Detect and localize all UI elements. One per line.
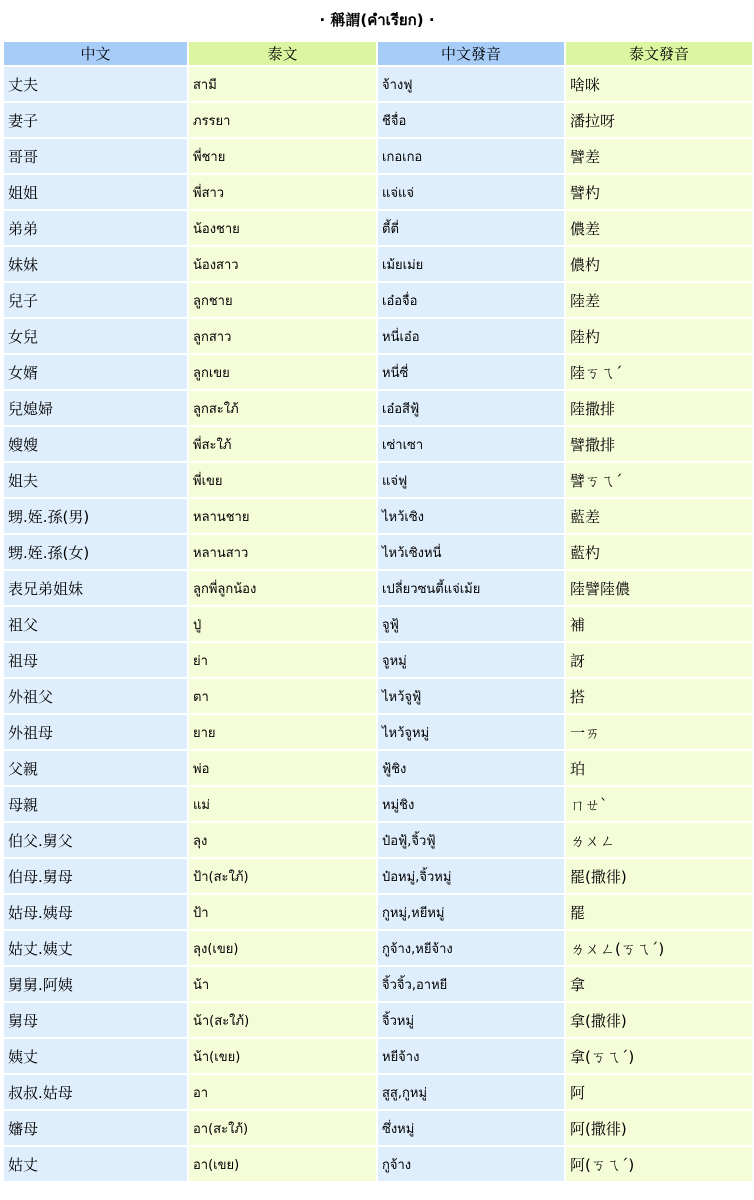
table-row	[4, 211, 752, 245]
header-thai: 泰文	[189, 42, 376, 65]
cell-thai: ภรรยา	[189, 103, 376, 137]
cell-thai: น้า(สะใภ้)	[189, 1003, 376, 1037]
header-chinese-pronunciation: 中文發音	[378, 42, 564, 65]
table-row	[4, 931, 752, 965]
cell-thai: ยาย	[189, 715, 376, 749]
cell-thai: ลูกสาว	[189, 319, 376, 353]
cell-thai-pronunciation: ㄌㄨㄥ(ㄎㄟˊ)	[566, 931, 752, 965]
cell-chinese-pronunciation: จูฟู้	[378, 607, 564, 641]
cell-chinese: 甥.姪.孫(女)	[4, 535, 187, 569]
page-title: · 稱謂(คำเรียก) ·	[319, 11, 435, 29]
table-row	[4, 247, 752, 281]
table-row	[4, 1039, 752, 1073]
cell-thai-pronunciation: 譬差	[566, 139, 752, 173]
table-row	[4, 535, 752, 569]
cell-chinese: 舅母	[4, 1003, 187, 1037]
cell-chinese-pronunciation: เซ่าเซา	[378, 427, 564, 461]
cell-thai: อา(เขย)	[189, 1147, 376, 1181]
table-row	[4, 1147, 752, 1181]
cell-chinese: 姑丈	[4, 1147, 187, 1181]
cell-thai-pronunciation: ㄌㄨㄥ	[566, 823, 752, 857]
cell-thai-pronunciation: 阿(撒徘)	[566, 1111, 752, 1145]
table-row	[4, 391, 752, 425]
cell-chinese-pronunciation: ฟู้ชิง	[378, 751, 564, 785]
cell-chinese-pronunciation: ชีจื่อ	[378, 103, 564, 137]
cell-chinese: 母親	[4, 787, 187, 821]
cell-thai-pronunciation: 訝	[566, 643, 752, 677]
cell-chinese: 女兒	[4, 319, 187, 353]
table-row	[4, 571, 752, 605]
table-row	[4, 1111, 752, 1145]
table-row	[4, 1075, 752, 1109]
table-row	[4, 355, 752, 389]
cell-chinese-pronunciation: เกอเกอ	[378, 139, 564, 173]
cell-thai-pronunciation: 拿	[566, 967, 752, 1001]
cell-thai: ลุง(เขย)	[189, 931, 376, 965]
table-row	[4, 679, 752, 713]
cell-chinese: 父親	[4, 751, 187, 785]
cell-chinese-pronunciation: ป๋อหมู่,จิ้วหมู่	[378, 859, 564, 893]
table-row	[4, 139, 752, 173]
cell-thai-pronunciation: 譬撒排	[566, 427, 752, 461]
table-row	[4, 787, 752, 821]
cell-chinese: 嬸母	[4, 1111, 187, 1145]
cell-chinese-pronunciation: หยีจ้าง	[378, 1039, 564, 1073]
table-row	[4, 643, 752, 677]
cell-thai: ตา	[189, 679, 376, 713]
cell-thai: ลูกชาย	[189, 283, 376, 317]
table-row	[4, 319, 752, 353]
cell-chinese-pronunciation: เปลี่ยวซนตี้แจ่เม้ย	[378, 571, 564, 605]
cell-thai-pronunciation: 儂杓	[566, 247, 752, 281]
table-header-row	[4, 42, 752, 65]
cell-thai: สามี	[189, 67, 376, 101]
cell-thai-pronunciation: 陸譬陸儂	[566, 571, 752, 605]
cell-thai: หลานชาย	[189, 499, 376, 533]
cell-chinese-pronunciation: แจ่ฟู	[378, 463, 564, 497]
cell-thai: หลานสาว	[189, 535, 376, 569]
cell-chinese-pronunciation: แจ่แจ่	[378, 175, 564, 209]
cell-chinese: 兒子	[4, 283, 187, 317]
cell-thai-pronunciation: 珀	[566, 751, 752, 785]
cell-thai: น้องสาว	[189, 247, 376, 281]
cell-chinese-pronunciation: หมู่ชิง	[378, 787, 564, 821]
cell-thai-pronunciation: 藍杓	[566, 535, 752, 569]
cell-chinese-pronunciation: หนี่เอ๋อ	[378, 319, 564, 353]
table-row	[4, 715, 752, 749]
table-row	[4, 463, 752, 497]
table-row	[4, 67, 752, 101]
cell-thai: พี่ชาย	[189, 139, 376, 173]
cell-chinese-pronunciation: ซึ่งหมู่	[378, 1111, 564, 1145]
cell-thai: น้า	[189, 967, 376, 1001]
table-row	[4, 859, 752, 893]
cell-thai: น้องชาย	[189, 211, 376, 245]
cell-thai: ป้า(สะใภ้)	[189, 859, 376, 893]
cell-thai: ลูกพี่ลูกน้อง	[189, 571, 376, 605]
kinship-terms-table	[2, 40, 754, 1183]
cell-chinese: 丈夫	[4, 67, 187, 101]
cell-thai: ลูกเขย	[189, 355, 376, 389]
cell-thai-pronunciation: 拿(ㄎㄟˊ)	[566, 1039, 752, 1073]
cell-chinese: 姨丈	[4, 1039, 187, 1073]
cell-thai-pronunciation: 一ㄞ	[566, 715, 752, 749]
cell-chinese-pronunciation: ตี้ตี่	[378, 211, 564, 245]
cell-chinese: 姑丈.姨丈	[4, 931, 187, 965]
cell-thai: ปู่	[189, 607, 376, 641]
cell-thai: อา	[189, 1075, 376, 1109]
cell-thai: แม่	[189, 787, 376, 821]
cell-chinese-pronunciation: หนี่ซี่	[378, 355, 564, 389]
cell-thai-pronunciation: 補	[566, 607, 752, 641]
cell-thai-pronunciation: 儂差	[566, 211, 752, 245]
table-row	[4, 103, 752, 137]
cell-thai: น้า(เขย)	[189, 1039, 376, 1073]
header-chinese: 中文	[4, 42, 187, 65]
cell-chinese-pronunciation: เอ๋อจื่อ	[378, 283, 564, 317]
cell-thai: พ่อ	[189, 751, 376, 785]
cell-thai: ย่า	[189, 643, 376, 677]
cell-thai-pronunciation: 譬ㄎㄟˊ	[566, 463, 752, 497]
cell-thai-pronunciation: 譬杓	[566, 175, 752, 209]
cell-chinese: 祖父	[4, 607, 187, 641]
cell-chinese: 外祖父	[4, 679, 187, 713]
cell-thai-pronunciation: 陸差	[566, 283, 752, 317]
cell-chinese-pronunciation: กูจ้าง	[378, 1147, 564, 1181]
cell-chinese: 叔叔.姑母	[4, 1075, 187, 1109]
cell-chinese-pronunciation: จ้างฟู	[378, 67, 564, 101]
cell-chinese-pronunciation: ป๋อฟู้,จิ้วฟู้	[378, 823, 564, 857]
cell-chinese: 甥.姪.孫(男)	[4, 499, 187, 533]
cell-chinese-pronunciation: กูจ้าง,หยีจ้าง	[378, 931, 564, 965]
cell-chinese: 妻子	[4, 103, 187, 137]
table-row	[4, 967, 752, 1001]
cell-thai-pronunciation: 藍差	[566, 499, 752, 533]
cell-thai: พี่เขย	[189, 463, 376, 497]
cell-thai-pronunciation: 罷(撒徘)	[566, 859, 752, 893]
cell-chinese: 姐夫	[4, 463, 187, 497]
table-row	[4, 427, 752, 461]
cell-thai-pronunciation: 阿	[566, 1075, 752, 1109]
cell-thai: ลูกสะใภ้	[189, 391, 376, 425]
cell-chinese-pronunciation: เม้ยเม่ย	[378, 247, 564, 281]
table-row	[4, 283, 752, 317]
cell-thai: พี่สะใภ้	[189, 427, 376, 461]
table-row	[4, 1003, 752, 1037]
cell-thai: อา(สะใภ้)	[189, 1111, 376, 1145]
cell-chinese-pronunciation: จิ้วหมู่	[378, 1003, 564, 1037]
cell-chinese-pronunciation: ไหว้จูหมู่	[378, 715, 564, 749]
cell-chinese: 兒媳婦	[4, 391, 187, 425]
cell-thai-pronunciation: 搭	[566, 679, 752, 713]
cell-chinese: 外祖母	[4, 715, 187, 749]
cell-chinese-pronunciation: ไหว้เซิงหนี่	[378, 535, 564, 569]
cell-chinese-pronunciation: สูสู,กูหมู่	[378, 1075, 564, 1109]
cell-chinese-pronunciation: ไหว้เซิง	[378, 499, 564, 533]
cell-thai-pronunciation: 阿(ㄎㄟˊ)	[566, 1147, 752, 1181]
cell-chinese: 弟弟	[4, 211, 187, 245]
cell-chinese: 妹妹	[4, 247, 187, 281]
cell-chinese: 伯母.舅母	[4, 859, 187, 893]
cell-chinese: 姐姐	[4, 175, 187, 209]
cell-thai-pronunciation: 潘拉呀	[566, 103, 752, 137]
cell-thai-pronunciation: 拿(撒徘)	[566, 1003, 752, 1037]
header-thai-pronunciation: 泰文發音	[566, 42, 752, 65]
table-row	[4, 751, 752, 785]
table-row	[4, 895, 752, 929]
table-row	[4, 175, 752, 209]
cell-chinese-pronunciation: เอ๋อสีฟู้	[378, 391, 564, 425]
cell-chinese: 哥哥	[4, 139, 187, 173]
cell-chinese: 表兄弟姐妹	[4, 571, 187, 605]
cell-chinese: 伯父.舅父	[4, 823, 187, 857]
cell-chinese: 嫂嫂	[4, 427, 187, 461]
cell-thai: ลุง	[189, 823, 376, 857]
cell-chinese: 姑母.姨母	[4, 895, 187, 929]
cell-chinese-pronunciation: ไหว้จูฟู้	[378, 679, 564, 713]
cell-thai-pronunciation: 陸撒排	[566, 391, 752, 425]
cell-chinese: 祖母	[4, 643, 187, 677]
cell-thai: พี่สาว	[189, 175, 376, 209]
cell-chinese: 舅舅.阿姨	[4, 967, 187, 1001]
cell-thai-pronunciation: 陸杓	[566, 319, 752, 353]
table-row	[4, 499, 752, 533]
cell-thai: ป้า	[189, 895, 376, 929]
cell-chinese: 女婿	[4, 355, 187, 389]
cell-thai-pronunciation: ㄇㄝˋ	[566, 787, 752, 821]
table-row	[4, 607, 752, 641]
cell-chinese-pronunciation: จูหมู่	[378, 643, 564, 677]
cell-chinese-pronunciation: จิ้วจิ้ว,อาหยี	[378, 967, 564, 1001]
cell-thai-pronunciation: 罷	[566, 895, 752, 929]
table-row	[4, 823, 752, 857]
cell-thai-pronunciation: 陸ㄎㄟˊ	[566, 355, 752, 389]
cell-chinese-pronunciation: กูหมู่,หยีหมู่	[378, 895, 564, 929]
cell-thai-pronunciation: 啥咪	[566, 67, 752, 101]
